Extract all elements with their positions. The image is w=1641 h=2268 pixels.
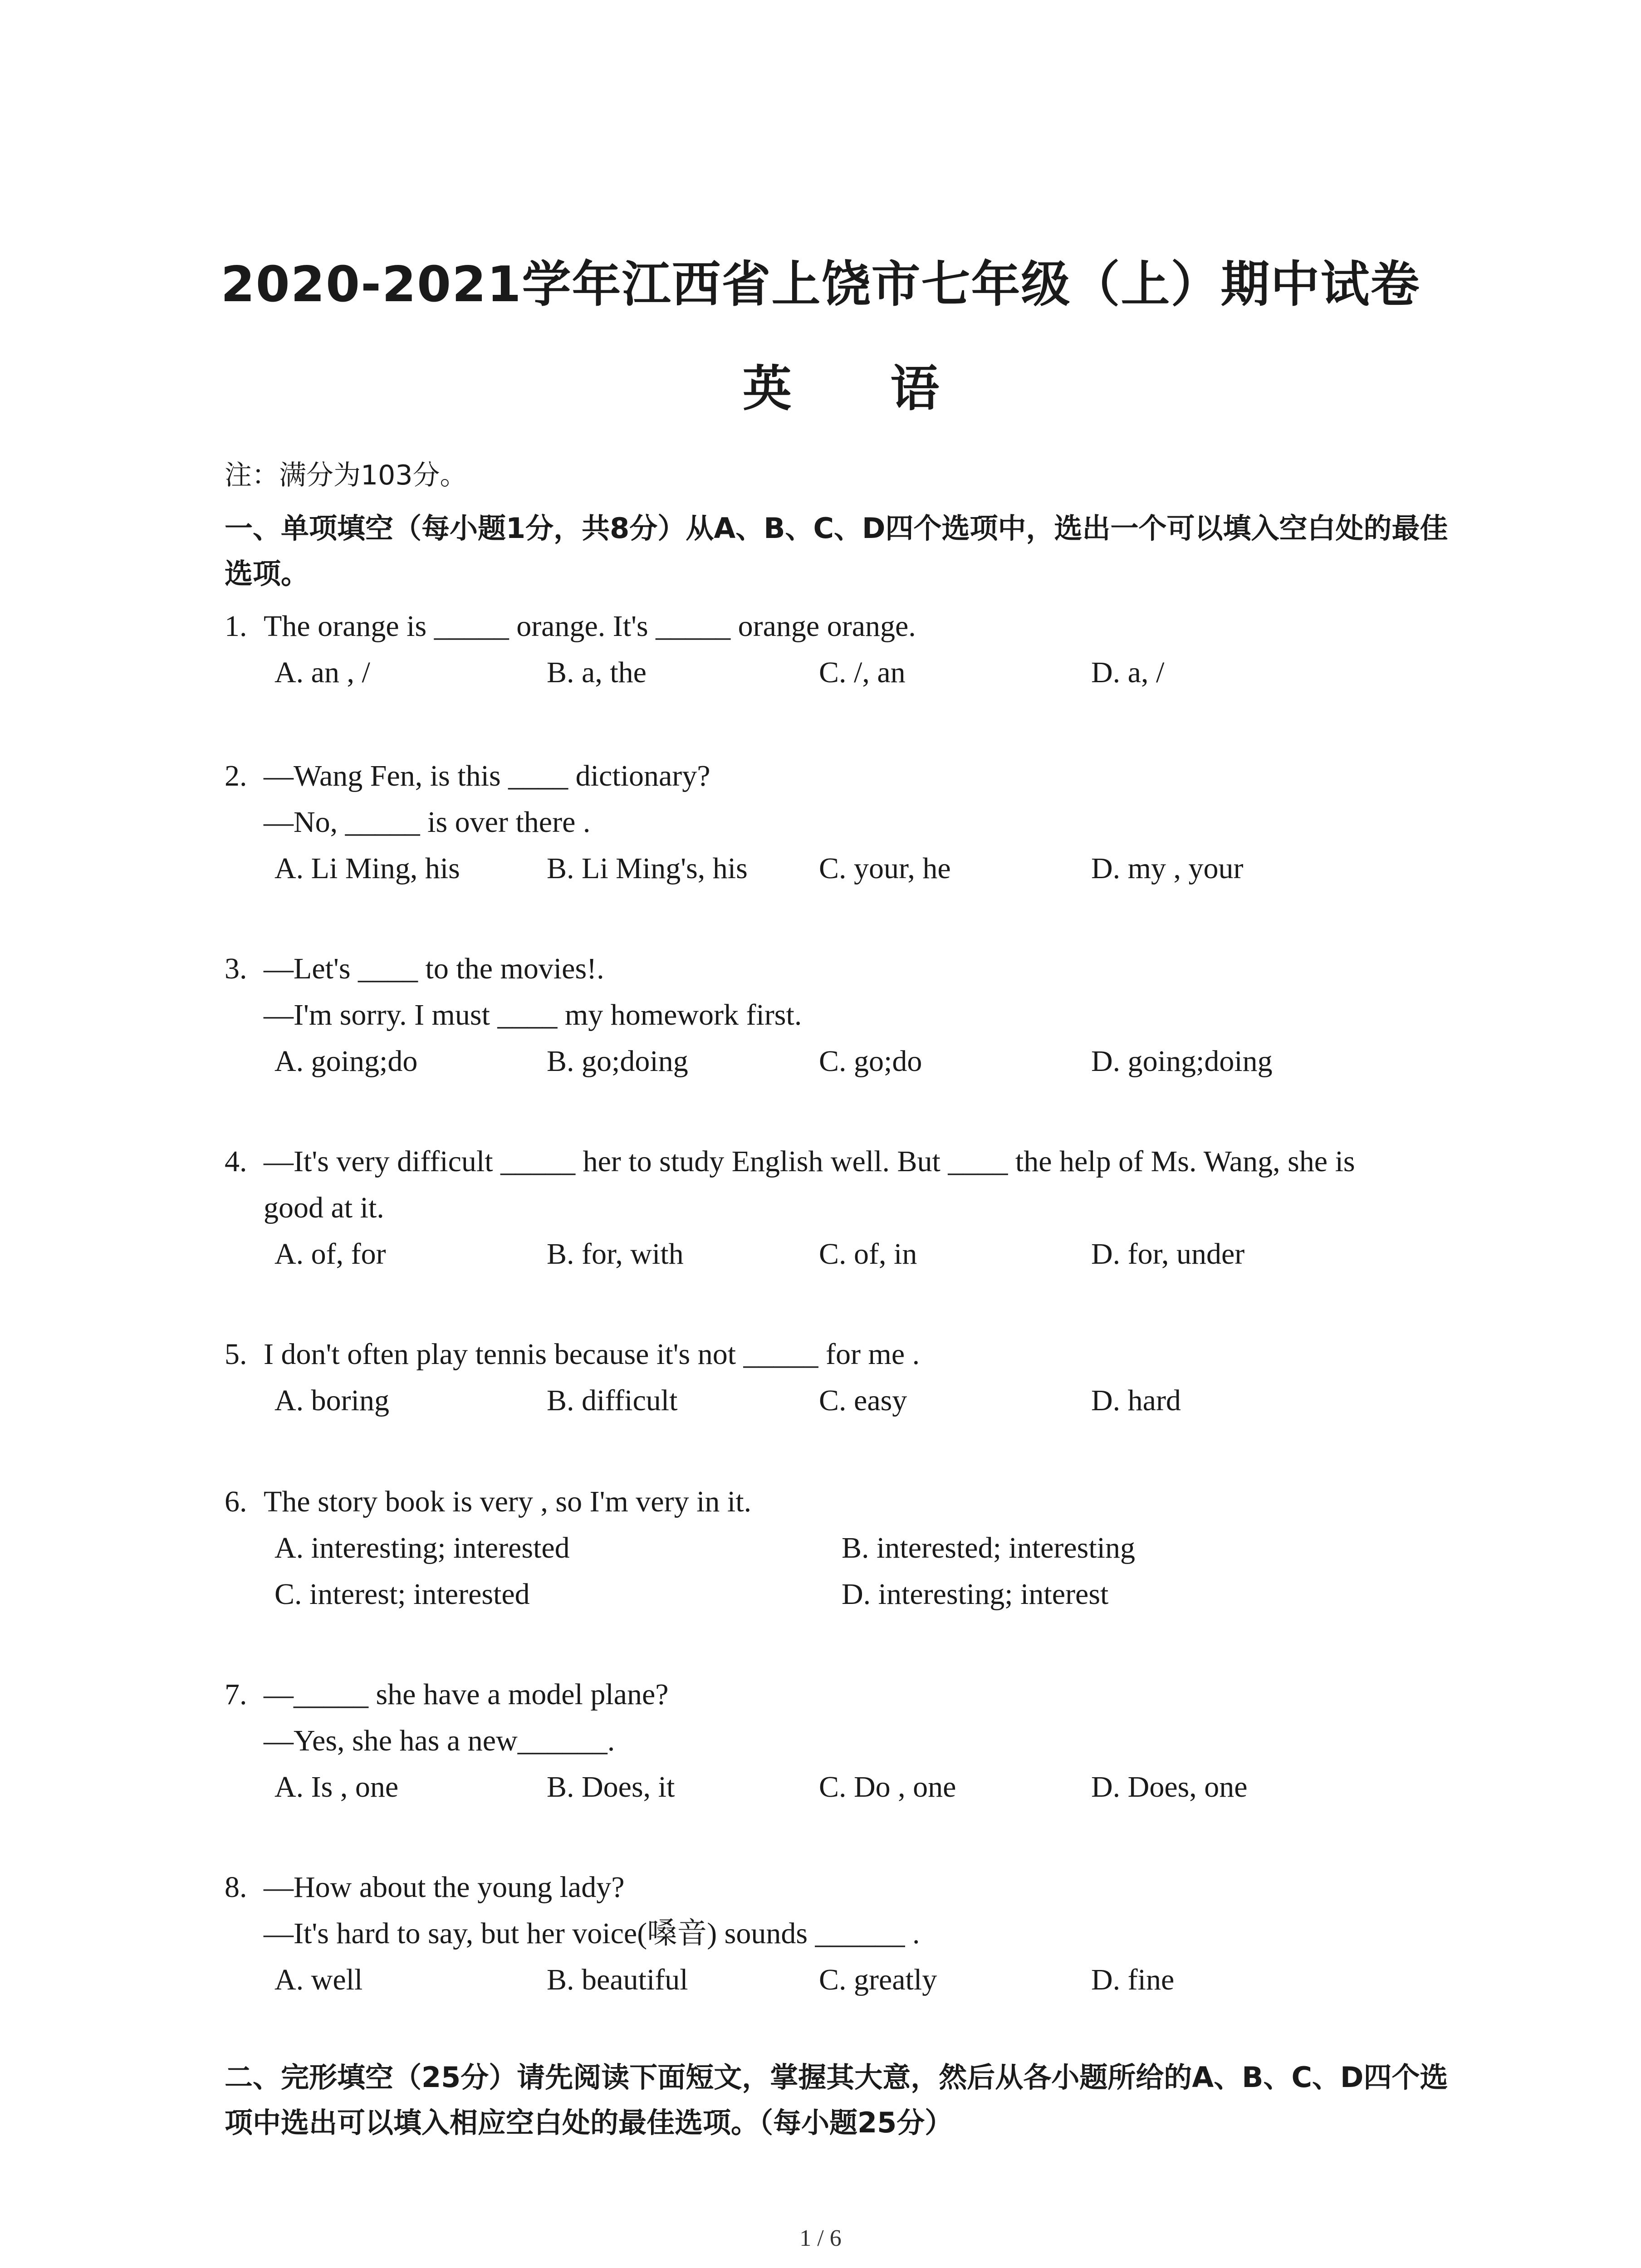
question-number: 8. [225,1871,247,1904]
option-b[interactable]: B. Does, it [547,1770,675,1804]
option-b[interactable]: B. beautiful [547,1963,688,1996]
question-3 [225,946,1431,1085]
option-c[interactable]: C. your, he [819,852,951,885]
question-4 [225,1139,1431,1277]
option-c[interactable]: C. /, an [819,656,906,689]
option-c[interactable]: C. go;do [819,1045,922,1078]
question-stem-line: —It's hard to say, but her voice(嗓音) sounds ______ . [264,1917,920,1950]
option-a[interactable]: A. Is , one [274,1770,399,1804]
answer-options [225,1038,1431,1085]
section-1-heading: 一、单项填空（每小题1分，共8分）从A、B、C、D四个选项中，选出一个可以填入空白处的最佳选项。 [225,512,1448,590]
question-stem: —_____ she have a model plane? [264,1678,669,1711]
question-stem-line: —No, _____ is over there . [264,806,591,839]
option-a[interactable]: A. well [274,1963,363,1996]
section-2-heading: 二、完形填空（25分）请先阅读下面短文，掌握其大意，然后从各小题所给的A、B、C、D四个选项中选出可以填入相应空白处的最佳选项。（每小题25分） [225,2061,1448,2139]
option-c[interactable]: C. interest; interested [274,1578,530,1611]
question-number: 2. [225,759,247,792]
option-d[interactable]: D. Does, one [1091,1770,1248,1804]
question-number: 7. [225,1678,247,1711]
question-2 [225,753,1431,892]
option-b[interactable]: B. for, with [547,1237,684,1271]
question-stem-line: —I'm sorry. I must ____ my homework first. [264,998,802,1031]
option-d[interactable]: D. my , your [1091,852,1244,885]
option-c[interactable]: C. greatly [819,1963,937,1996]
exam-title: 2020-2021学年江西省上饶市七年级（上）期中试卷 [220,256,1421,313]
question-stem: The orange is _____ orange. It's _____ orange orange. [264,610,916,643]
question-stem: —It's very difficult _____ her to study English well. But ____ the help of Ms. Wang, she is [264,1145,1355,1178]
option-d[interactable]: D. a, / [1091,656,1165,689]
question-number: 5. [225,1338,247,1371]
answer-options [225,1231,1431,1277]
question-stem: The story book is very , so I'm very in it. [264,1485,752,1518]
answer-options [225,1378,1431,1424]
question-stem: —Let's ____ to the movies!. [264,952,604,985]
exam-subject: 英 语 [742,361,980,417]
question-number: 6. [225,1485,247,1518]
option-d[interactable]: D. going;doing [1091,1045,1273,1078]
question-7 [225,1672,1431,1810]
question-8 [225,1864,1431,2003]
option-d[interactable]: D. fine [1091,1963,1175,1996]
answer-options [225,1764,1431,1810]
score-note: 注：满分为103分。 [225,459,467,491]
option-b[interactable]: B. go;doing [547,1045,688,1078]
option-a[interactable]: A. interesting; interested [274,1531,570,1564]
question-number: 4. [225,1145,247,1178]
option-a[interactable]: A. boring [274,1384,389,1417]
answer-options [225,1571,1431,1618]
question-stem: I don't often play tennis because it's not _____ for me . [264,1338,920,1371]
page-number: 1 / 6 [799,2225,842,2251]
answer-options [225,650,1431,696]
option-c[interactable]: C. easy [819,1384,907,1417]
option-b[interactable]: B. Li Ming's, his [547,852,748,885]
option-a[interactable]: A. an , / [274,656,370,689]
question-stem: —Wang Fen, is this ____ dictionary? [264,759,710,792]
option-a[interactable]: A. Li Ming, his [274,852,460,885]
option-b[interactable]: B. difficult [547,1384,678,1417]
question-number: 3. [225,952,247,985]
question-stem: —How about the young lady? [264,1871,625,1904]
option-c[interactable]: C. of, in [819,1237,917,1271]
option-d[interactable]: D. for, under [1091,1237,1245,1271]
option-d[interactable]: D. hard [1091,1384,1181,1417]
option-b[interactable]: B. a, the [547,656,647,689]
question-stem-line: —Yes, she has a new______. [264,1724,615,1757]
question-1 [225,603,1431,696]
option-a[interactable]: A. of, for [274,1237,386,1271]
option-b[interactable]: B. interested; interesting [842,1531,1136,1564]
answer-options [225,1957,1431,2003]
question-stem-line: good at it. [264,1191,384,1224]
answer-options [225,1525,1431,1571]
question-number: 1. [225,610,247,643]
question-5 [225,1331,1431,1424]
option-a[interactable]: A. going;do [274,1045,418,1078]
answer-options [225,846,1431,892]
option-d[interactable]: D. interesting; interest [842,1578,1109,1611]
question-6 [225,1479,1431,1618]
option-c[interactable]: C. Do , one [819,1770,956,1804]
